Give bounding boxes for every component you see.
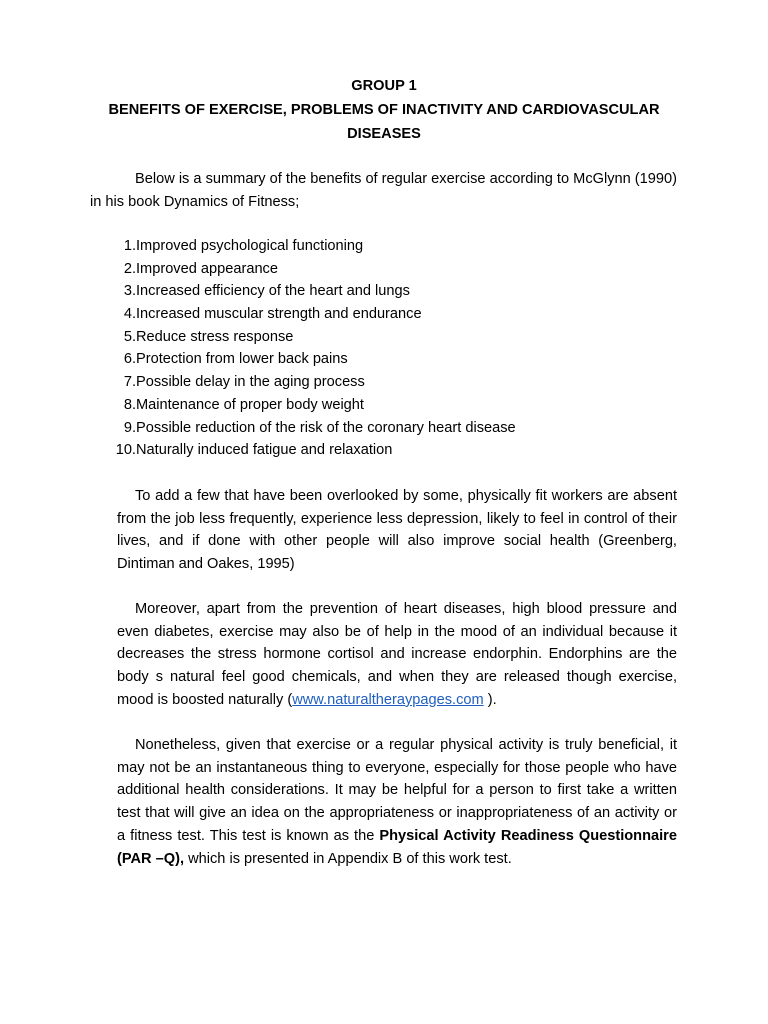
list-item <box>110 348 516 371</box>
document-title: BENEFITS OF EXERCISE, PROBLEMS OF INACTIVITY AND CARDIOVASCULAR DISEASES <box>108 102 660 142</box>
list-item <box>110 258 516 281</box>
list-item-text: Protection from lower back pains <box>136 351 348 368</box>
list-item <box>110 326 516 349</box>
list-item-number: 2. <box>123 260 136 277</box>
list-item-text: Possible reduction of the risk of the coronary heart disease <box>136 419 516 436</box>
paragraph-text: Moreover, apart from the prevention of heart diseases, high blood pressure and even diabetes, exercise may also be of help in the mood of an individual because it decreases the stress hormone cortisol and increase endorphin. Endorphins are the body s natural feel good chemicals, and when they are released though exercise, mood is boosted naturally ( <box>117 601 677 708</box>
list-item-text: Naturally induced fatigue and relaxation <box>136 442 393 459</box>
list-item <box>110 303 516 326</box>
list-item-number: 8. <box>123 396 136 413</box>
paragraph-text: which is presented in Appendix B of this work test. <box>184 850 512 867</box>
list-item-number: 4. <box>123 306 136 323</box>
group-label: GROUP 1 <box>351 78 417 94</box>
intro-paragraph: Below is a summary of the benefits of regular exercise according to McGlynn (1990) in his book Dynamics of Fitness; <box>90 171 677 210</box>
list-item-text: Possible delay in the aging process <box>136 374 365 391</box>
list-item-number: 6. <box>123 351 136 368</box>
list-item <box>110 371 516 394</box>
list-item-text: Maintenance of proper body weight <box>136 396 364 413</box>
list-item <box>110 280 516 303</box>
list-item-text: Increased muscular strength and endurance <box>136 306 422 323</box>
source-link[interactable]: www.naturaltheraypages.com <box>292 691 484 708</box>
paragraph-text: Nonetheless, given that exercise or a regular physical activity is truly beneficial, it may not be an instantaneous thing to everyone, especially for those people who have additional health considerations. It may be helpful for a person to first take a written test that will give an idea on the appropriateness or inappropriateness of an activity or a fitness test. This test is known as the <box>117 737 677 844</box>
paragraph-additional-benefits: To add a few that have been overlooked by some, physically fit workers are absent from the job less frequently, experience less depression, likely to feel in control of their lives, and if done with other people will also improve social health (Greenberg, Dintiman and Oakes, 1995) <box>117 488 677 573</box>
list-item-text: Improved psychological functioning <box>136 238 364 254</box>
list-item-number: 5. <box>123 328 136 345</box>
paragraph-par-q <box>117 734 677 870</box>
list-item-text: Reduce stress response <box>136 328 294 345</box>
list-item-number: 1. <box>123 238 136 254</box>
list-item <box>110 235 516 258</box>
par-q-term: Physical Activity Readiness Questionnaire (PAR –Q), <box>117 827 677 867</box>
list-item-text: Improved appearance <box>136 260 278 277</box>
list-item <box>110 439 516 462</box>
list-item-number: 9. <box>123 419 136 436</box>
list-item-number: 3. <box>123 283 136 300</box>
list-item-text: Increased efficiency of the heart and lungs <box>136 283 410 300</box>
benefits-list <box>110 235 516 462</box>
list-item <box>110 394 516 417</box>
paragraph-text: ). <box>483 691 497 708</box>
list-item-number: 10. <box>115 442 136 459</box>
paragraph-mood-benefits <box>117 598 677 712</box>
list-item-number: 7. <box>123 374 136 391</box>
list-item <box>110 417 516 440</box>
